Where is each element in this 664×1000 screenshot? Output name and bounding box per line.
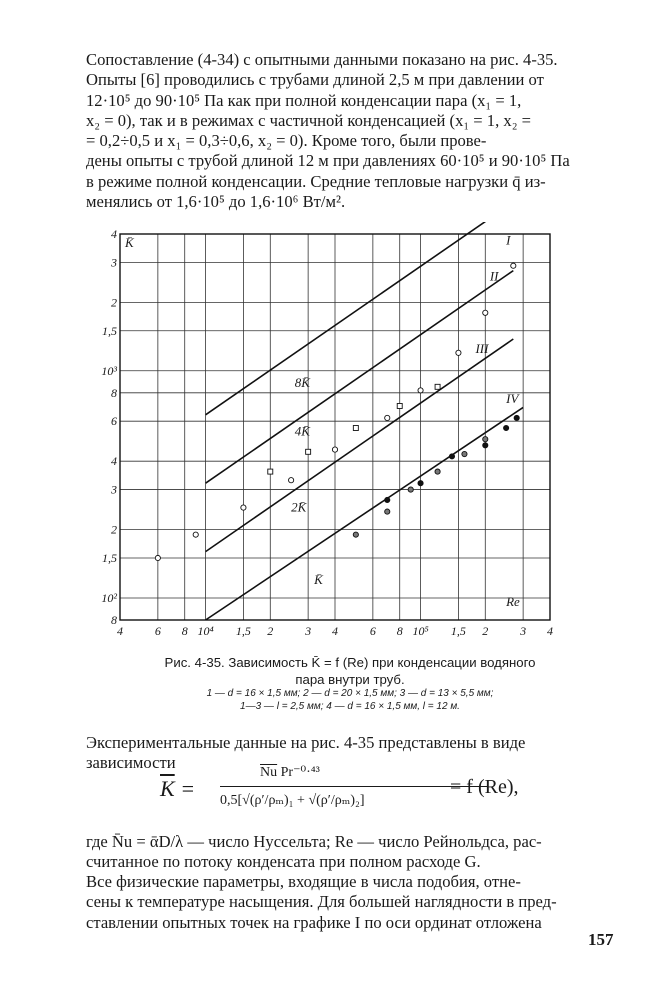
caption-line: Рис. 4-35. Зависимость K̄ = f (Re) при конденсации водяного [164, 655, 536, 670]
data-point [418, 388, 423, 393]
text-line: где N̄u = ᾱD/λ — число Нуссельта; Re — число Рейнольдса, рас- [86, 832, 542, 851]
regression-line [206, 222, 514, 415]
data-point [483, 437, 488, 442]
text-line: менялись от 1,6·10⁵ до 1,6·10⁶ Вт/м². [86, 192, 346, 212]
regression-line [206, 407, 524, 620]
paragraph-top [86, 50, 608, 212]
formula-lhs: $\overline{K}$ = [160, 776, 196, 801]
x-tick-label: 1,5 [235, 624, 251, 638]
x-tick-label: 2 [482, 624, 489, 638]
x-tick-label: 6 [369, 624, 376, 638]
text-line: Сопоставление (4-34) с опытными данными показано на рис. 4-35. [86, 50, 558, 69]
curve-label: K̄ [314, 572, 323, 588]
y-tick-label: 4 [111, 227, 117, 241]
x-axis-label: Re [506, 594, 520, 610]
x-tick-label: 4 [547, 624, 553, 638]
y-tick-label: 3 [111, 482, 117, 497]
chart-points [155, 263, 519, 642]
line-label: IV [506, 391, 519, 407]
y-tick-label: 1,5 [102, 550, 117, 565]
data-point [456, 350, 461, 355]
y-tick-label: 10² [101, 590, 117, 605]
y-tick-label: 2 [111, 522, 117, 537]
y-tick-label: 2 [111, 295, 117, 310]
text-line: x₂ = 0), так и в режимах с частичной конденсацией (x₁ = 1, x₂ = [86, 110, 531, 130]
formula-rhs: = f (Re), [450, 776, 519, 798]
curve-label: 8K̄ [294, 374, 310, 390]
y-tick-label: 3 [111, 255, 117, 270]
x-tick-label: 4 [332, 624, 338, 638]
data-point [418, 481, 423, 486]
x-tick-label: 6 [154, 624, 161, 638]
figure-caption-title [90, 654, 610, 688]
data-point [462, 451, 467, 456]
data-point [289, 478, 294, 483]
x-tick-label: 2 [267, 624, 274, 638]
chart-grid [120, 234, 550, 620]
caption-legend-line: 1—3 — l = 2,5 мм; 4 — d = 16 × 1,5 мм, l = 12 м. [240, 700, 460, 712]
data-point [397, 403, 402, 408]
data-point [241, 505, 246, 510]
caption-line: пара внутри труб. [295, 672, 405, 687]
text-line: считанное по потоку конденсата при полном расходе G. [86, 852, 481, 872]
data-point [483, 443, 488, 448]
x-tick-label: 10⁴ [197, 624, 214, 638]
formula-denominator: 0,5[√(ρ′/ρₘ)₁ + √(ρ′/ρₘ)₂] [220, 793, 365, 808]
x-tick-label: 3 [305, 624, 312, 638]
y-tick-label: 8 [111, 613, 117, 627]
data-point [385, 497, 390, 502]
figure-chart [100, 222, 570, 642]
y-tick-label: 4 [111, 454, 117, 469]
x-tick-label: 8 [181, 624, 188, 638]
formula-k [160, 760, 520, 820]
data-point [408, 487, 413, 492]
data-point [504, 425, 509, 430]
data-point [514, 415, 519, 420]
paragraph-last [86, 872, 608, 933]
text-line: Опыты [6] проводились с трубами длиной 2,5 м при давлении от [86, 70, 544, 90]
x-tick-label: 1,5 [450, 624, 466, 638]
data-point [353, 532, 358, 537]
y-tick-label: 8 [111, 385, 117, 400]
data-point [155, 555, 160, 560]
line-label: I [506, 232, 511, 248]
x-tick-label: 4 [117, 624, 123, 638]
page-number: 157 [588, 930, 614, 949]
curve-label: 2K̄ [291, 499, 307, 515]
data-point [435, 469, 440, 474]
data-point [483, 310, 488, 315]
data-point [385, 415, 390, 420]
data-point [332, 447, 337, 452]
text-line: 12·10⁵ до 90·10⁵ Па как при полной конденсации пара (x₁ = 1, [86, 90, 522, 110]
text-line: зависимости [86, 753, 176, 773]
data-point [193, 532, 198, 537]
paragraph-after-formula [86, 832, 608, 873]
x-tick-label: 3 [520, 624, 527, 638]
y-tick-label: 1,5 [102, 323, 117, 338]
text-line: ставлении опытных точек на графике I по оси ординат отложена [86, 912, 542, 932]
line-label: II [489, 268, 499, 284]
formula-numerator: $\overline{Nu}$ Pr⁻⁰·⁴³ [260, 765, 320, 780]
text-line: Все физические параметры, входящие в числа подобия, отне- [86, 872, 521, 891]
data-point [449, 454, 454, 459]
text-line: Экспериментальные данные на рис. 4-35 представлены в виде [86, 733, 526, 752]
data-point [511, 263, 516, 268]
data-point [385, 509, 390, 514]
y-tick-label: 10³ [101, 363, 117, 378]
y-axis-label: K̄ [125, 235, 134, 250]
text-line: в режиме полной конденсации. Средние тепловые нагрузки q̄ из- [86, 171, 546, 191]
curve-label: 4K̄ [294, 423, 310, 439]
data-point [268, 469, 273, 474]
data-point [435, 384, 440, 389]
text-line: = 0,2÷0,5 и x₁ = 0,3÷0,6, x₂ = 0). Кроме того, были прове- [86, 131, 487, 151]
line-label: III [475, 340, 489, 356]
x-tick-label: 10⁵ [412, 624, 429, 638]
text-line: дены опыты с трубой длиной 12 м при давлениях 60·10⁵ и 90·10⁵ Па [86, 151, 570, 171]
figure-caption-legend [90, 688, 610, 713]
y-tick-label: 6 [111, 414, 117, 429]
data-point [353, 425, 358, 430]
data-point [306, 449, 311, 454]
caption-legend-line: 1 — d = 16 × 1,5 мм; 2 — d = 20 × 1,5 мм; 3 — d = 13 × 5,5 мм; [206, 688, 494, 699]
x-tick-label: 8 [396, 624, 403, 638]
fraction-bar [220, 786, 488, 787]
text-line: сены к температуре насыщения. Для большей наглядности в пред- [86, 892, 557, 912]
